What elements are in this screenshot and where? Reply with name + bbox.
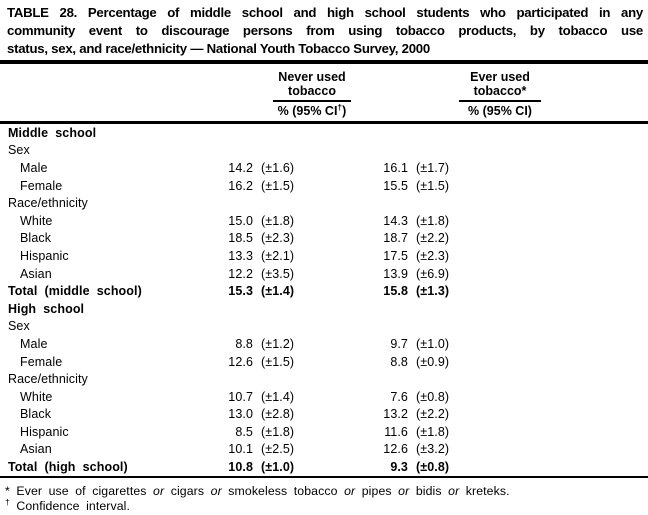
cell-ever-ci (410, 318, 648, 336)
stub-header (0, 62, 210, 123)
column-group-ever-used (360, 62, 648, 123)
cell-never-pct: 16.2 (228, 178, 253, 193)
cell-never-ci: (±1.0) (255, 458, 360, 477)
table-title (0, 4, 648, 58)
row-sex (0, 318, 648, 336)
row-black (0, 230, 648, 248)
footnote-confidence-interval: † Confidence interval. (5, 496, 131, 513)
cell-never-pct: 12.6 (228, 354, 253, 369)
row-sex (0, 142, 648, 160)
cell-ever-pct (360, 300, 410, 318)
cell-ever-pct: 9.3 (360, 458, 410, 477)
footnotes (0, 478, 648, 514)
cell-never-ci (255, 123, 360, 142)
cell-ever-pct: 14.3 (383, 213, 408, 228)
cell-ever-ci: (±0.8) (410, 458, 648, 477)
cell-ever-ci (410, 142, 648, 160)
cell-never-ci: (±2.3) (261, 231, 295, 246)
cell-ever-ci: (±2.2) (416, 407, 450, 422)
table-body (0, 123, 648, 477)
row-female (0, 353, 648, 371)
cell-ever-pct: 15.8 (383, 284, 408, 299)
cell-never-ci (255, 300, 360, 318)
row-male (0, 159, 648, 177)
cell-never-pct (210, 123, 255, 142)
row-label: White (20, 213, 53, 228)
row-middle-school (0, 123, 648, 142)
cell-ever-ci: (±1.0) (416, 336, 450, 351)
cell-never-ci: (±1.5) (261, 178, 295, 193)
cell-never-ci (255, 142, 360, 160)
cell-never-ci: (±1.4) (261, 284, 295, 299)
row-white (0, 212, 648, 230)
cell-ever-pct: 8.8 (390, 354, 408, 369)
cell-ever-pct: 16.1 (383, 160, 408, 175)
cell-ever-pct: 9.7 (390, 336, 408, 351)
row-white (0, 388, 648, 406)
cell-never-pct: 10.8 (210, 458, 255, 477)
header-row (0, 62, 648, 123)
cell-ever-pct: 17.5 (383, 248, 408, 263)
cell-ever-pct (360, 142, 410, 160)
column-group-never-used (210, 62, 360, 123)
cell-ever-pct (360, 123, 410, 142)
table-title-line: community event to discourage persons from using tobacco products, by tobacco use (7, 23, 643, 38)
data-table (0, 60, 648, 478)
row-label: Black (20, 407, 52, 422)
cell-never-ci: (±1.8) (261, 424, 295, 439)
cell-never-ci: (±1.4) (261, 389, 295, 404)
cell-never-pct: 15.0 (228, 213, 253, 228)
footnote-ever-use: * Ever use of cigarettes or cigars or smokeless tobacco or pipes or bidis or kreteks. (5, 483, 510, 498)
cell-ever-ci: (±6.9) (416, 266, 450, 281)
cell-ever-pct: 11.6 (384, 424, 408, 439)
cell-never-ci: (±2.1) (261, 248, 295, 263)
cell-never-pct (210, 370, 255, 388)
cell-never-pct: 10.7 (228, 389, 253, 404)
cell-ever-pct (360, 318, 410, 336)
column-underline: tobacco* (459, 84, 542, 102)
row-label: Asian (20, 442, 52, 457)
cell-never-ci: (±3.5) (261, 266, 295, 281)
cell-never-ci: (±1.2) (261, 336, 295, 351)
cell-ever-ci: (±1.5) (416, 178, 450, 193)
cell-never-pct: 10.1 (228, 442, 253, 457)
cell-never-ci: (±1.8) (261, 213, 295, 228)
cell-never-ci: (±2.5) (261, 442, 295, 457)
cell-never-pct (210, 318, 255, 336)
cell-ever-ci (410, 300, 648, 318)
cell-never-ci (255, 194, 360, 212)
cell-ever-ci: (±2.2) (416, 231, 450, 246)
row-total-middle-school (0, 282, 648, 300)
table-title-line: TABLE 28. Percentage of middle school and high school students who participated in any (7, 5, 643, 20)
row-label: Sex (8, 319, 30, 334)
cell-ever-ci (410, 194, 648, 212)
row-label: Total (middle school) (8, 284, 142, 299)
row-total-high-school (0, 458, 648, 477)
column-group-label: Ever used (470, 70, 530, 84)
row-label: Female (20, 354, 63, 369)
cell-never-pct: 15.3 (228, 284, 253, 299)
cell-ever-ci: (±2.3) (416, 248, 450, 263)
row-female (0, 177, 648, 195)
cell-ever-pct: 7.6 (390, 389, 408, 404)
row-label: Race/ethnicity (8, 372, 88, 387)
cell-ever-ci (410, 370, 648, 388)
row-label: Hispanic (20, 248, 69, 263)
cell-never-ci: (±2.8) (261, 407, 295, 422)
row-label: White (20, 389, 53, 404)
column-underline: tobacco (273, 84, 351, 102)
cell-ever-ci: (±1.8) (416, 213, 450, 228)
row-asian (0, 265, 648, 283)
cell-ever-ci: (±0.9) (416, 354, 450, 369)
cell-never-ci (255, 370, 360, 388)
column-subheader: % (95% CI†) (277, 101, 347, 118)
row-hispanic (0, 247, 648, 265)
cell-never-pct (210, 142, 255, 160)
table-title-line: status, sex, and race/ethnicity — National Youth Tobacco Survey, 2000 (7, 41, 430, 56)
cell-ever-ci: (±1.8) (416, 424, 450, 439)
cell-never-ci (255, 318, 360, 336)
row-hispanic (0, 423, 648, 441)
row-high-school (0, 300, 648, 318)
column-subheader: % (95% CI) (468, 104, 532, 118)
cell-ever-pct: 18.7 (383, 231, 408, 246)
cell-ever-ci: (±3.2) (416, 442, 450, 457)
cell-ever-ci (410, 123, 648, 142)
cell-ever-pct: 13.2 (383, 407, 408, 422)
cell-ever-ci: (±1.7) (416, 160, 450, 175)
cell-never-pct: 14.2 (228, 160, 253, 175)
cell-ever-pct: 13.9 (383, 266, 408, 281)
cell-never-pct: 12.2 (228, 266, 253, 281)
cell-ever-pct (360, 370, 410, 388)
row-label: Asian (20, 266, 52, 281)
row-label: Male (20, 160, 48, 175)
table-header (0, 62, 648, 123)
cell-ever-pct: 15.5 (383, 178, 408, 193)
row-label: Female (20, 178, 63, 193)
cell-never-pct: 13.3 (228, 248, 253, 263)
dagger-superscript: † (5, 496, 10, 507)
row-label: Total (high school) (0, 458, 210, 477)
row-race-ethnicity (0, 370, 648, 388)
cell-never-pct: 8.8 (235, 336, 253, 351)
cell-ever-pct (360, 194, 410, 212)
cell-ever-ci: (±0.8) (416, 389, 450, 404)
row-label: Black (20, 231, 52, 246)
row-male (0, 335, 648, 353)
row-label: Male (20, 336, 48, 351)
row-label: Race/ethnicity (8, 196, 88, 211)
row-label: High school (8, 301, 85, 316)
cell-never-pct (210, 300, 255, 318)
cell-never-pct (210, 194, 255, 212)
cell-ever-pct: 12.6 (383, 442, 408, 457)
row-black (0, 406, 648, 424)
row-race-ethnicity (0, 194, 648, 212)
cell-never-pct: 8.5 (235, 424, 253, 439)
cell-never-ci: (±1.5) (261, 354, 295, 369)
row-label: Hispanic (20, 424, 69, 439)
cell-never-ci: (±1.6) (261, 160, 295, 175)
row-asian (0, 441, 648, 459)
row-label: Middle school (8, 125, 97, 140)
cell-ever-ci: (±1.3) (416, 284, 450, 299)
cell-never-pct: 13.0 (228, 407, 253, 422)
column-group-label: Never used (278, 70, 346, 84)
dagger-superscript: † (337, 101, 343, 112)
cell-never-pct: 18.5 (228, 231, 253, 246)
row-label: Sex (8, 143, 30, 158)
